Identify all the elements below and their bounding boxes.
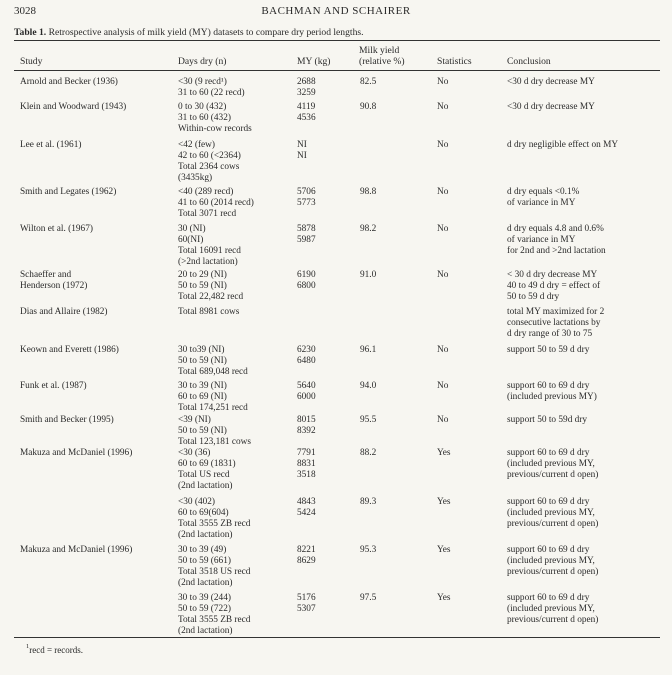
- cell-my: 5878 5987: [297, 224, 316, 245]
- cell-days-dry: <30 (9 recd¹) 31 to 60 (22 recd): [178, 77, 245, 98]
- header-statistics: Statistics: [437, 56, 472, 67]
- cell-relative: 89.3: [360, 497, 377, 507]
- cell-days-dry: <42 (few) 42 to 60 (<2364) Total 2364 cows (3435kg): [178, 140, 241, 183]
- header-milk-yield-line2: (relative %): [359, 56, 405, 67]
- cell-conclusion: support 50 to 59d dry: [507, 415, 588, 425]
- cell-study: Klein and Woodward (1943): [20, 102, 127, 112]
- cell-statistics: No: [437, 140, 449, 150]
- cell-statistics: No: [437, 224, 449, 234]
- header-study: Study: [20, 56, 43, 67]
- table-caption: [14, 27, 364, 38]
- header-conclusion: Conclusion: [507, 56, 551, 67]
- cell-statistics: Yes: [437, 448, 451, 458]
- cell-my: 7791 8831 3518: [297, 448, 316, 480]
- cell-days-dry: <40 (289 recd) 41 to 60 (2014 recd) Total 3071 recd: [178, 187, 254, 219]
- cell-days-dry: 30 to39 (NI) 50 to 59 (NI) Total 689,048 recd: [178, 345, 248, 377]
- cell-days-dry: 30 to 39 (244) 50 to 59 (722) Total 3555 ZB recd (2nd lactation): [178, 593, 251, 636]
- header-milk-yield-line1: Milk yield: [359, 45, 400, 56]
- cell-study: Lee et al. (1961): [20, 140, 82, 150]
- page-header: [14, 5, 658, 19]
- header-milk-yield: [359, 45, 405, 67]
- cell-conclusion: support 50 to 59 d dry: [507, 345, 590, 355]
- cell-relative: 97.5: [360, 593, 377, 603]
- cell-my: 6230 6480: [297, 345, 316, 366]
- cell-my: 2688 3259: [297, 77, 316, 98]
- footnote-text: recd = records.: [29, 645, 84, 655]
- cell-relative: 96.1: [360, 345, 377, 355]
- footnote: [26, 645, 83, 655]
- cell-my: 5176 5307: [297, 593, 316, 614]
- cell-relative: 95.5: [360, 415, 377, 425]
- cell-days-dry: 30 to 39 (49) 50 to 59 (661) Total 3518 US recd (2nd lactation): [178, 545, 251, 588]
- table-label: Table 1.: [14, 27, 47, 38]
- running-head: BACHMAN AND SCHAIRER: [261, 5, 411, 17]
- top-rule: [14, 40, 660, 41]
- header-days-dry: Days dry (n): [178, 56, 227, 67]
- cell-relative: 91.0: [360, 270, 377, 280]
- cell-days-dry: 30 (NI) 60(NI) Total 16091 recd (>2nd lactation): [178, 224, 241, 267]
- cell-my: 6190 6800: [297, 270, 316, 291]
- cell-conclusion: support 60 to 69 d dry (included previous MY, previous/current d open): [507, 497, 599, 529]
- cell-statistics: Yes: [437, 545, 451, 555]
- cell-days-dry: <30 (36) 60 to 69 (1831) Total US recd (2nd lactation): [178, 448, 236, 491]
- cell-relative: 94.0: [360, 381, 377, 391]
- cell-days-dry: 20 to 29 (NI) 50 to 59 (NI) Total 22,482 recd: [178, 270, 244, 302]
- cell-my: NI NI: [297, 140, 307, 161]
- cell-my: 5640 6000: [297, 381, 316, 402]
- cell-statistics: No: [437, 345, 449, 355]
- cell-days-dry: 30 to 39 (NI) 60 to 69 (NI) Total 174,251 recd: [178, 381, 248, 413]
- cell-study: Makuza and McDaniel (1996): [20, 545, 133, 555]
- cell-conclusion: < 30 d dry decrease MY 40 to 49 d dry = effect of 50 to 59 d dry: [507, 270, 601, 302]
- cell-statistics: No: [437, 381, 449, 391]
- cell-conclusion: support 60 to 69 d dry (included previous MY): [507, 381, 597, 402]
- cell-study: Smith and Legates (1962): [20, 187, 117, 197]
- cell-conclusion: total MY maximized for 2 consecutive lactations by d dry range of 30 to 75: [507, 307, 605, 339]
- cell-study: Dias and Allaire (1982): [20, 307, 108, 317]
- cell-days-dry: Total 8981 cows: [178, 307, 240, 317]
- cell-my: 4119 4536: [297, 102, 316, 123]
- cell-relative: 88.2: [360, 448, 377, 458]
- page-number: 3028: [14, 5, 36, 17]
- cell-days-dry: 0 to 30 (432) 31 to 60 (432) Within-cow records: [178, 102, 252, 134]
- header-my: MY (kg): [297, 56, 331, 67]
- header-rule: [14, 70, 660, 71]
- cell-statistics: Yes: [437, 593, 451, 603]
- cell-study: Schaeffer and Henderson (1972): [20, 270, 88, 291]
- cell-conclusion: <30 d dry decrease MY: [507, 102, 595, 112]
- cell-statistics: No: [437, 102, 449, 112]
- footnote-mark: 1: [26, 643, 30, 650]
- cell-relative: 98.8: [360, 187, 377, 197]
- cell-days-dry: <30 (402) 60 to 69(604) Total 3555 ZB recd (2nd lactation): [178, 497, 251, 540]
- cell-study: Wilton et al. (1967): [20, 224, 93, 234]
- cell-relative: 90.8: [360, 102, 377, 112]
- cell-relative: 98.2: [360, 224, 377, 234]
- cell-relative: 95.3: [360, 545, 377, 555]
- cell-statistics: No: [437, 415, 449, 425]
- cell-my: 8221 8629: [297, 545, 316, 566]
- cell-conclusion: support 60 to 69 d dry (included previous MY, previous/current d open): [507, 593, 599, 625]
- cell-study: Keown and Everett (1986): [20, 345, 119, 355]
- cell-statistics: Yes: [437, 497, 451, 507]
- cell-conclusion: d dry equals <0.1% of variance in MY: [507, 187, 580, 208]
- cell-statistics: No: [437, 77, 449, 87]
- cell-statistics: No: [437, 270, 449, 280]
- cell-conclusion: d dry negligible effect on MY: [507, 140, 619, 150]
- cell-my: 5706 5773: [297, 187, 316, 208]
- cell-conclusion: <30 d dry decrease MY: [507, 77, 595, 87]
- table-title: Retrospective analysis of milk yield (MY) datasets to compare dry period lengths.: [48, 27, 364, 38]
- cell-study: Arnold and Becker (1936): [20, 77, 118, 87]
- cell-relative: 82.5: [360, 77, 377, 87]
- cell-study: Makuza and McDaniel (1996): [20, 448, 133, 458]
- cell-my: 8015 8392: [297, 415, 316, 436]
- cell-study: Smith and Becker (1995): [20, 415, 114, 425]
- bottom-rule: [14, 637, 660, 638]
- cell-conclusion: support 60 to 69 d dry (included previous MY, previous/current d open): [507, 448, 599, 480]
- cell-conclusion: d dry equals 4.8 and 0.6% of variance in MY for 2nd and >2nd lactation: [507, 224, 606, 256]
- cell-my: 4843 5424: [297, 497, 316, 518]
- cell-conclusion: support 60 to 69 d dry (included previous MY, previous/current d open): [507, 545, 599, 577]
- cell-study: Funk et al. (1987): [20, 381, 87, 391]
- cell-statistics: No: [437, 187, 449, 197]
- cell-days-dry: <39 (NI) 50 to 59 (NI) Total 123,181 cows: [178, 415, 251, 447]
